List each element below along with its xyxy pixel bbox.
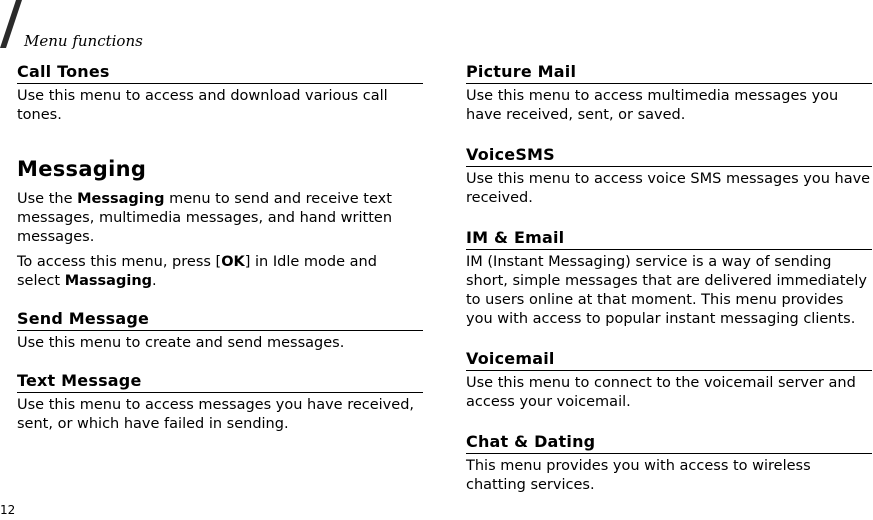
send-message-text: Use this menu to create and send messages. <box>17 335 345 351</box>
text-message-heading: Text Message <box>17 371 423 393</box>
messaging-intro: Use the Messaging menu to send and receive text messages, multimedia messages, and hand written messages. <box>17 191 393 245</box>
text-message-text: Use this menu to access messages you have received, sent, or which have failed in sending. <box>17 397 415 432</box>
header-accent-bar <box>0 0 22 48</box>
messaging-access: To access this menu, press [OK] in Idle mode and select Massaging. <box>17 254 377 289</box>
picture-mail-text: Use this menu to access multimedia messages you have received, sent, or saved. <box>466 88 839 123</box>
page-header-title: Menu functions <box>24 32 143 50</box>
voicesms-text: Use this menu to access voice SMS messages you have received. <box>466 171 871 206</box>
call-tones-text: Use this menu to access and download various call tones. <box>17 88 388 123</box>
chat-dating-heading: Chat & Dating <box>466 432 872 454</box>
im-email-heading: IM & Email <box>466 228 872 250</box>
messaging-title: Messaging <box>17 157 147 181</box>
im-email-text: IM (Instant Messaging) service is a way of sending short, simple messages that are delivered immediately to users online at that moment. This menu provides you with access to popular instant messaging clients. <box>466 254 867 327</box>
chat-dating-text: This menu provides you with access to wireless chatting services. <box>466 458 811 493</box>
right-column <box>466 62 872 495</box>
send-message-heading: Send Message <box>17 309 423 331</box>
left-column <box>17 62 423 434</box>
voicesms-heading: VoiceSMS <box>466 145 872 167</box>
call-tones-heading: Call Tones <box>17 62 423 84</box>
page-number: 12 <box>0 503 16 517</box>
picture-mail-heading: Picture Mail <box>466 62 872 84</box>
voicemail-text: Use this menu to connect to the voicemail server and access your voicemail. <box>466 375 856 410</box>
voicemail-heading: Voicemail <box>466 349 872 371</box>
